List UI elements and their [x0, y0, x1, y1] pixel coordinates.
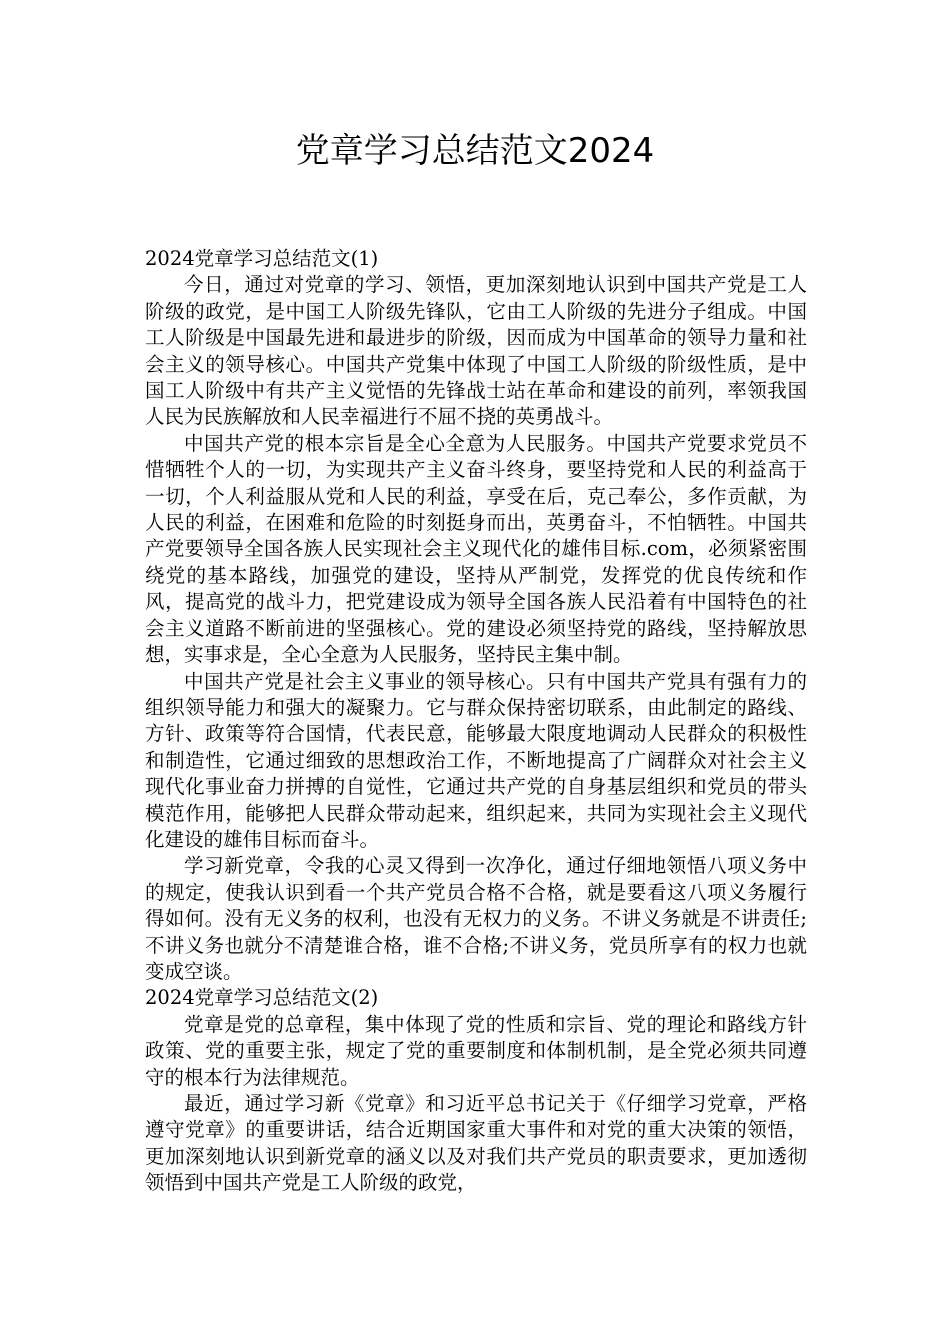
paragraph: 中国共产党是社会主义事业的领导核心。只有中国共产党具有强有力的组织领导能力和强大的凝聚力。它与群众保持密切联系，由此制定的路线、方针、政策等符合国情，代表民意，能够最大限度地调动人民群众的积极性和制造性，它通过细致的思想政治工作，不断地提高了广阔群众对社会主义现代化事业奋力拼搏的自觉性，它通过共产党的自身基层组织和党员的带头模范作用，能够把人民群众带动起来，组织起来，共同为实现社会主义现代化建设的雄伟目标而奋斗。	[145, 669, 807, 851]
paragraph: 中国共产党的根本宗旨是全心全意为人民服务。中国共产党要求党员不惜牺牲个人的一切，为实现共产主义奋斗终身，要坚持党和人民的利益高于一切，个人利益服从党和人民的利益，享受在后，克己奉公，多作贡献，为人民的利益，在困难和危险的时刻挺身而出，英勇奋斗，不怕牺牲。中国共产党要领导全国各族人民实现社会主义现代化的雄伟目标.com，必须紧密围绕党的基本路线，加强党的建设，坚持从严制党，发挥党的优良传统和作风，提高党的战斗力，把党建设成为领导全国各族人民沿着有中国特色的社会主义道路不断前进的坚强核心。党的建设必须坚持党的路线，坚持解放思想，实事求是，全心全意为人民服务，坚持民主集中制。	[145, 431, 807, 667]
paragraph: 党章是党的总章程，集中体现了党的性质和宗旨、党的理论和路线方针政策、党的重要主张，规定了党的重要制度和体制机制，是全党必须共同遵守的根本行为法律规范。	[145, 1012, 807, 1089]
section-heading: 2024党章学习总结范文(2)	[145, 986, 379, 1010]
document-body	[145, 246, 807, 1197]
paragraph: 今日，通过对党章的学习、领悟，更加深刻地认识到中国共产党是工人阶级的政党，是中国工人阶级先锋队，它由工人阶级的先进分子组成。中国工人阶级是中国最先进和最进步的阶级，因而成为中国革命的领导力量和社会主义的领导核心。中国共产党集中体现了中国工人阶级的阶级性质，是中国工人阶级中有共产主义觉悟的先锋战士站在革命和建设的前列，率领我国人民为民族解放和人民幸福进行不屈不挠的英勇战斗。	[145, 273, 807, 429]
section-heading: 2024党章学习总结范文(1)	[145, 247, 379, 270]
paragraph: 学习新党章，令我的心灵又得到一次净化，通过仔细地领悟八项义务中的规定，使我认识到看一个共产党员合格不合格，就是要看这八项义务履行得如何。没有无义务的权利，也没有无权力的义务。不讲义务就是不讲责任;不讲义务也就分不清楚谁合格，谁不合格;不讲义务，党员所享有的权力也就变成空谈。	[145, 854, 807, 983]
paragraph: 最近，通过学习新《党章》和习近平总书记关于《仔细学习党章，严格遵守党章》的重要讲话，结合近期国家重大事件和对党的重大决策的领悟，更加深刻地认识到新党章的涵义以及对我们共产党员的职责要求，更加透彻领悟到中国共产党是工人阶级的政党，	[145, 1092, 807, 1195]
page-title: 党章学习总结范文2024	[295, 131, 655, 171]
